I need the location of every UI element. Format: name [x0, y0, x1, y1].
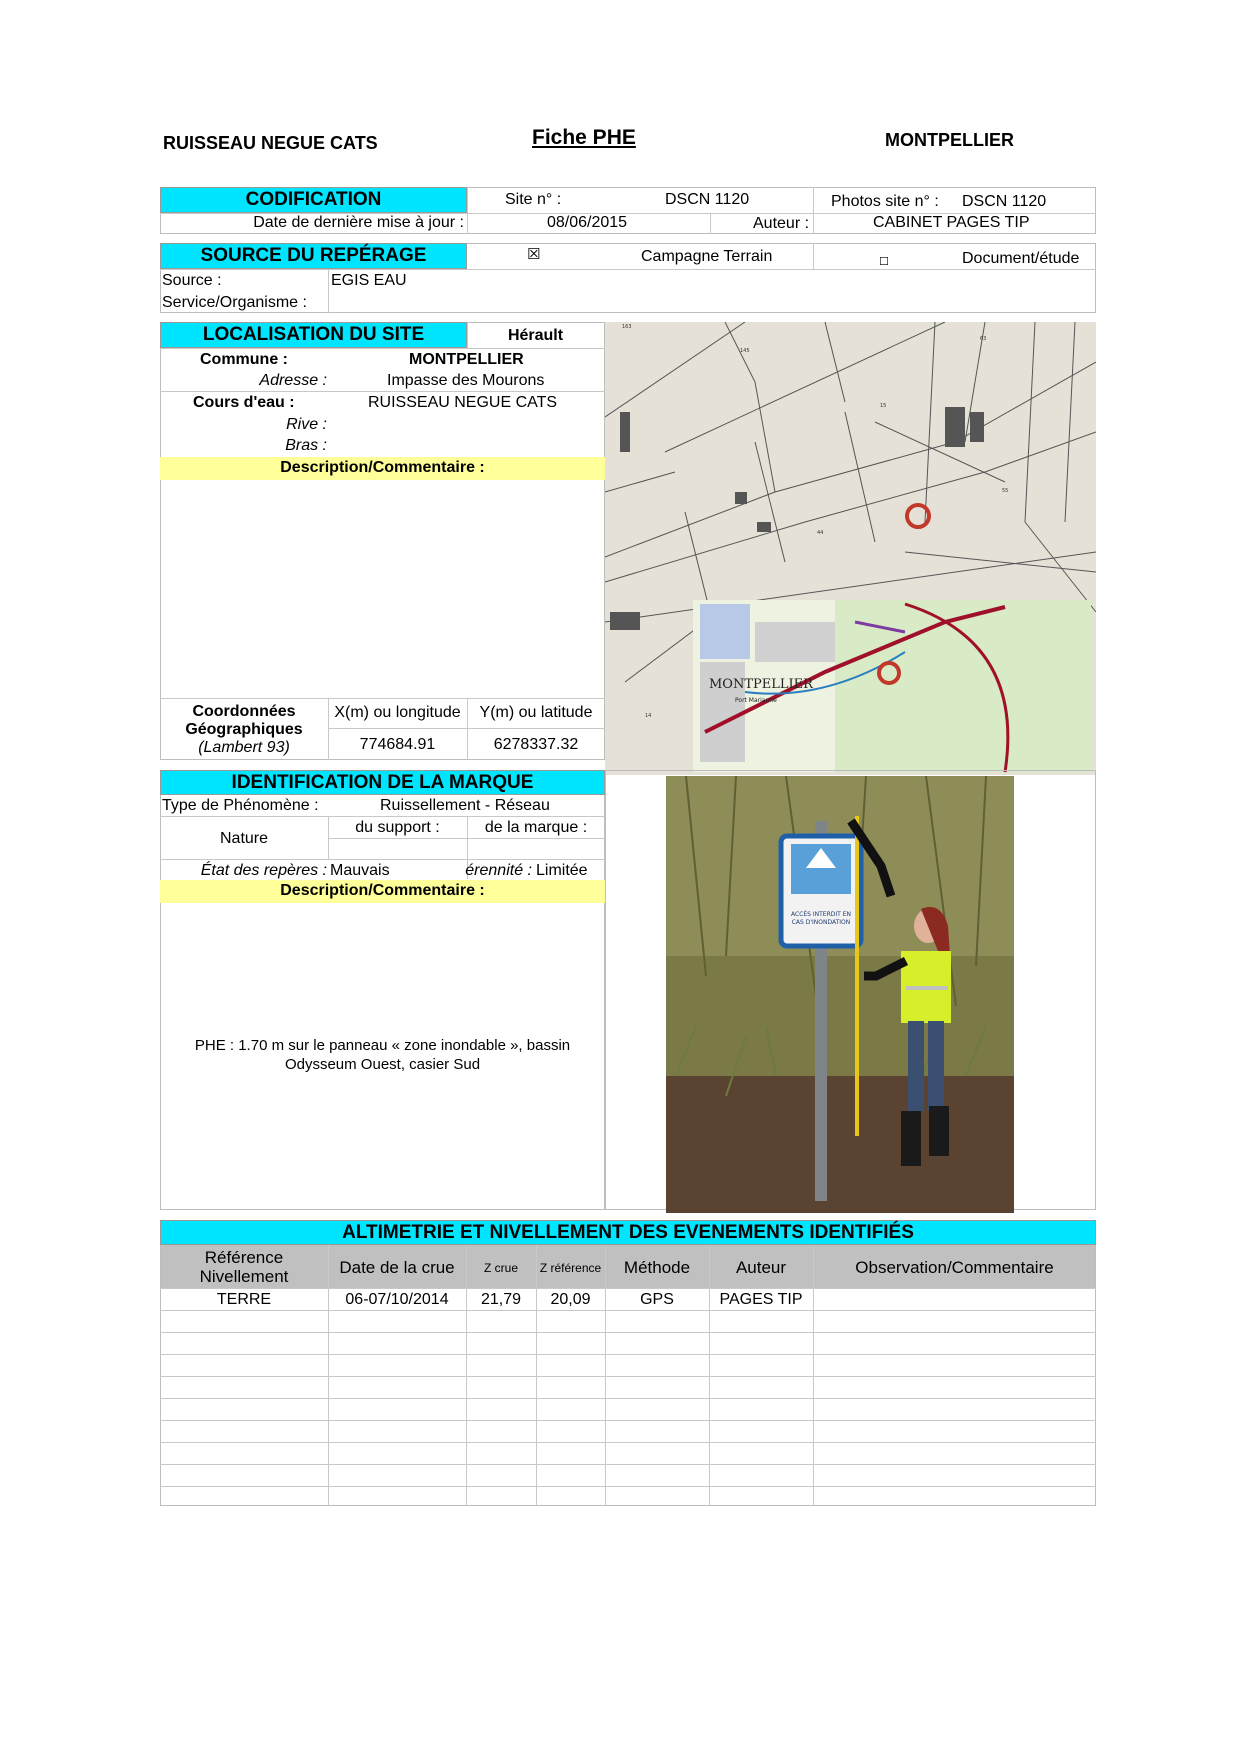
support-label: du support : — [355, 819, 440, 836]
date-value: 08/06/2015 — [547, 214, 628, 231]
parcel-number: 63 — [980, 336, 987, 342]
service-label: Service/Organisme : — [162, 294, 307, 311]
page-title: Fiche PHE — [532, 126, 636, 149]
parcel-number: 14 — [645, 713, 652, 719]
parcel-number: 163 — [622, 324, 632, 330]
type-value: Ruissellement - Réseau — [380, 797, 550, 814]
photos-label: Photos site n° : — [831, 193, 939, 210]
localisation-heading: LOCALISATION DU SITE — [160, 322, 467, 348]
cours-label: Cours d'eau : — [193, 394, 295, 411]
coord-label-3: (Lambert 93) — [198, 739, 290, 756]
coord-label-1: Coordonnées — [192, 703, 296, 720]
source-label: Source : — [162, 272, 222, 289]
watercourse-title: RUISSEAU NEGUE CATS — [163, 133, 378, 153]
row-z-reference: 20,09 — [550, 1291, 591, 1308]
map-place-name: MONTPELLIER — [709, 677, 813, 692]
perennite-value: Limitée — [536, 862, 588, 879]
col-z-crue: Z crue — [483, 1261, 518, 1275]
departement-value: Hérault — [507, 327, 564, 344]
col-z-reference: Z référence — [539, 1261, 602, 1275]
parcel-number: 145 — [740, 348, 750, 354]
x-value: 774684.91 — [359, 736, 436, 753]
sign-text-1: ACCÈS INTERDIT EN — [790, 911, 852, 918]
adresse-value: Impasse des Mourons — [387, 372, 545, 389]
identification-description-heading: Description/Commentaire : — [160, 880, 605, 903]
commune-title: MONTPELLIER — [885, 130, 1014, 150]
row-reference: TERRE — [216, 1291, 272, 1308]
source-heading: SOURCE DU REPÉRAGE — [160, 243, 467, 269]
document-checkbox[interactable]: ☐ — [879, 256, 889, 268]
col-auteur: Auteur — [735, 1258, 787, 1277]
topographic-inset — [693, 600, 1091, 772]
parcel-number: 44 — [817, 530, 824, 536]
codification-heading: CODIFICATION — [160, 187, 467, 213]
bras-label: Bras : — [285, 437, 327, 454]
cours-value: RUISSEAU NEGUE CATS — [368, 394, 558, 411]
altimetrie-heading: ALTIMETRIE ET NIVELLEMENT DES EVENEMENTS IDENTIFIÉS — [160, 1220, 1096, 1245]
parcel-number: 55 — [1002, 488, 1009, 494]
parcel-number: 15 — [880, 403, 887, 409]
site-label: Site n° : — [505, 191, 562, 208]
row-z-crue: 21,79 — [480, 1291, 522, 1308]
auteur-value: CABINET PAGES TIP — [873, 214, 1030, 231]
etat-label: État des repères : — [200, 862, 327, 879]
identification-heading: IDENTIFICATION DE LA MARQUE — [160, 770, 605, 795]
adresse-label: Adresse : — [259, 372, 327, 389]
nature-label: Nature — [219, 830, 269, 847]
col-reference: Référence Nivellement — [199, 1248, 289, 1286]
x-label: X(m) ou longitude — [334, 704, 461, 721]
perennite-label: érennité : — [465, 862, 532, 879]
auteur-label: Auteur : — [753, 215, 810, 232]
comment-line-2: Odysseum Ouest, casier Sud — [284, 1056, 481, 1073]
row-date: 06-07/10/2014 — [345, 1291, 449, 1308]
commune-value: MONTPELLIER — [409, 351, 524, 368]
type-label: Type de Phénomène : — [162, 797, 319, 814]
col-date: Date de la crue — [339, 1258, 455, 1277]
cadastral-map — [605, 322, 1096, 775]
marque-label: de la marque : — [484, 819, 588, 836]
row-auteur: PAGES TIP — [719, 1291, 803, 1308]
sign-text-2: CAS D'INONDATION — [791, 919, 851, 926]
y-label: Y(m) ou latitude — [479, 704, 593, 721]
etat-value: Mauvais — [330, 862, 390, 879]
coord-label-2: Géographiques — [185, 721, 303, 738]
col-observation: Observation/Commentaire — [855, 1258, 1054, 1277]
row-methode: GPS — [640, 1291, 674, 1308]
localisation-description-heading: Description/Commentaire : — [160, 457, 605, 480]
commune-label: Commune : — [200, 351, 288, 368]
source-value: EGIS EAU — [331, 272, 407, 289]
site-value: DSCN 1120 — [665, 191, 750, 208]
photos-value: DSCN 1120 — [962, 193, 1047, 210]
campagne-label: Campagne Terrain — [641, 248, 773, 265]
campagne-checkbox[interactable]: ☒ — [527, 246, 541, 263]
y-value: 6278337.32 — [493, 736, 579, 753]
rive-label: Rive : — [286, 416, 327, 433]
col-methode: Méthode — [623, 1258, 691, 1277]
date-label: Date de dernière mise à jour : — [253, 214, 464, 231]
map-sub-place: Port Marianne — [735, 697, 777, 704]
comment-line-1: PHE : 1.70 m sur le panneau « zone inondable », bassin — [194, 1037, 571, 1054]
site-photo — [666, 776, 1014, 1213]
document-label: Document/étude — [962, 250, 1080, 267]
